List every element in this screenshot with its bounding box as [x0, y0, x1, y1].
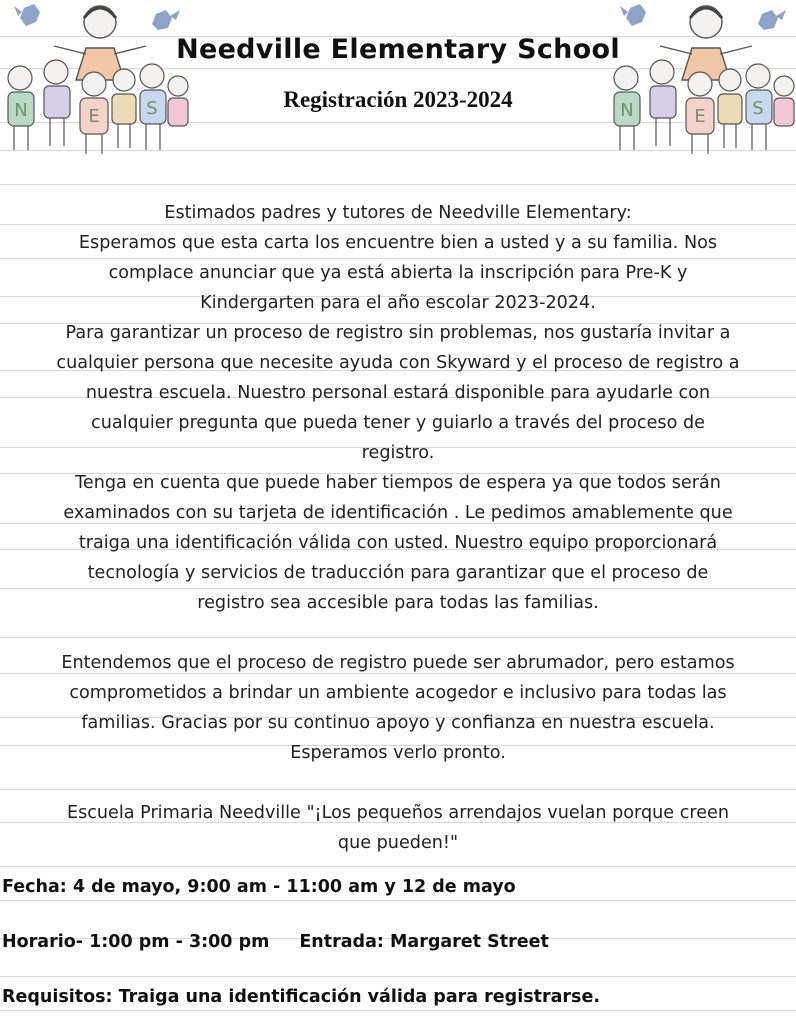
school-title: Needville Elementary School: [176, 34, 620, 65]
body-line: cualquier persona que necesite ayuda con Skyward y el proceso de registro a: [56, 353, 740, 373]
body-line: comprometidos a brindar un ambiente acogedor e inclusivo para todas las: [69, 683, 727, 703]
entrance-detail: Entrada: Margaret Street: [299, 932, 549, 952]
requirements-detail: Requisitos: Traiga una identificación válida para registrarse.: [2, 987, 600, 1007]
greeting-line: Estimados padres y tutores de Needville Elementary:: [164, 203, 632, 223]
body-line: complace anunciar que ya está abierta la inscripción para Pre-K y: [108, 263, 688, 283]
body-line: traiga una identificación válida con usted. Nuestro equipo proporcionará: [78, 533, 718, 553]
letter-s: S: [752, 98, 764, 119]
bird-icon: [14, 4, 40, 26]
body-line: Esperamos verlo pronto.: [290, 743, 506, 763]
body-line: tecnología y servicios de traducción para garantizar que el proceso de: [87, 563, 709, 583]
body-line: Tenga en cuenta que puede haber tiempos de espera ya que todos serán: [75, 473, 721, 493]
bird-icon: [620, 4, 646, 26]
body-line: Kindergarten para el año escolar 2023-2024.: [200, 293, 596, 313]
body-line: cualquier pregunta que pueda tener y guiarlo a través del proceso de: [91, 413, 705, 433]
letter-s: S: [146, 98, 158, 119]
body-line: nuestra escuela. Nuestro personal estará disponible para ayudarle con: [85, 383, 711, 403]
letter-e: E: [88, 106, 100, 127]
schedule-detail: [2, 932, 549, 952]
header: [0, 0, 796, 160]
motto-line: que pueden!": [337, 833, 459, 853]
bird-icon: [758, 10, 786, 30]
body-line: registro sea accesible para todas las familias.: [197, 593, 599, 613]
letter-n: N: [620, 100, 634, 121]
body-line: Esperamos que esta carta los encuentre bien a usted y a su familia. Nos: [78, 233, 718, 253]
schedule-time: Horario- 1:00 pm - 3:00 pm: [2, 932, 270, 952]
body-line: familias. Gracias por su continuo apoyo y confianza en nuestra escuela.: [81, 713, 715, 733]
letter-n: N: [14, 100, 28, 121]
letter-body: [0, 198, 796, 858]
body-line: registro.: [361, 443, 435, 463]
children-illustration-right: [606, 0, 796, 158]
children-illustration-left: [0, 0, 190, 158]
body-line: Para garantizar un proceso de registro sin problemas, nos gustaría invitar a: [65, 323, 731, 343]
registration-subtitle: Registración 2023-2024: [283, 87, 513, 112]
bird-icon: [152, 10, 180, 30]
body-line: Entendemos que el proceso de registro puede ser abrumador, pero estamos: [61, 653, 735, 673]
date-detail: Fecha: 4 de mayo, 9:00 am - 11:00 am y 12 de mayo: [2, 877, 516, 897]
body-line: examinados con su tarjeta de identificación . Le pedimos amablemente que: [63, 503, 733, 523]
motto-line: Escuela Primaria Needville "¡Los pequeños arrendajos vuelan porque creen: [66, 803, 730, 823]
letter-e: E: [694, 106, 706, 127]
